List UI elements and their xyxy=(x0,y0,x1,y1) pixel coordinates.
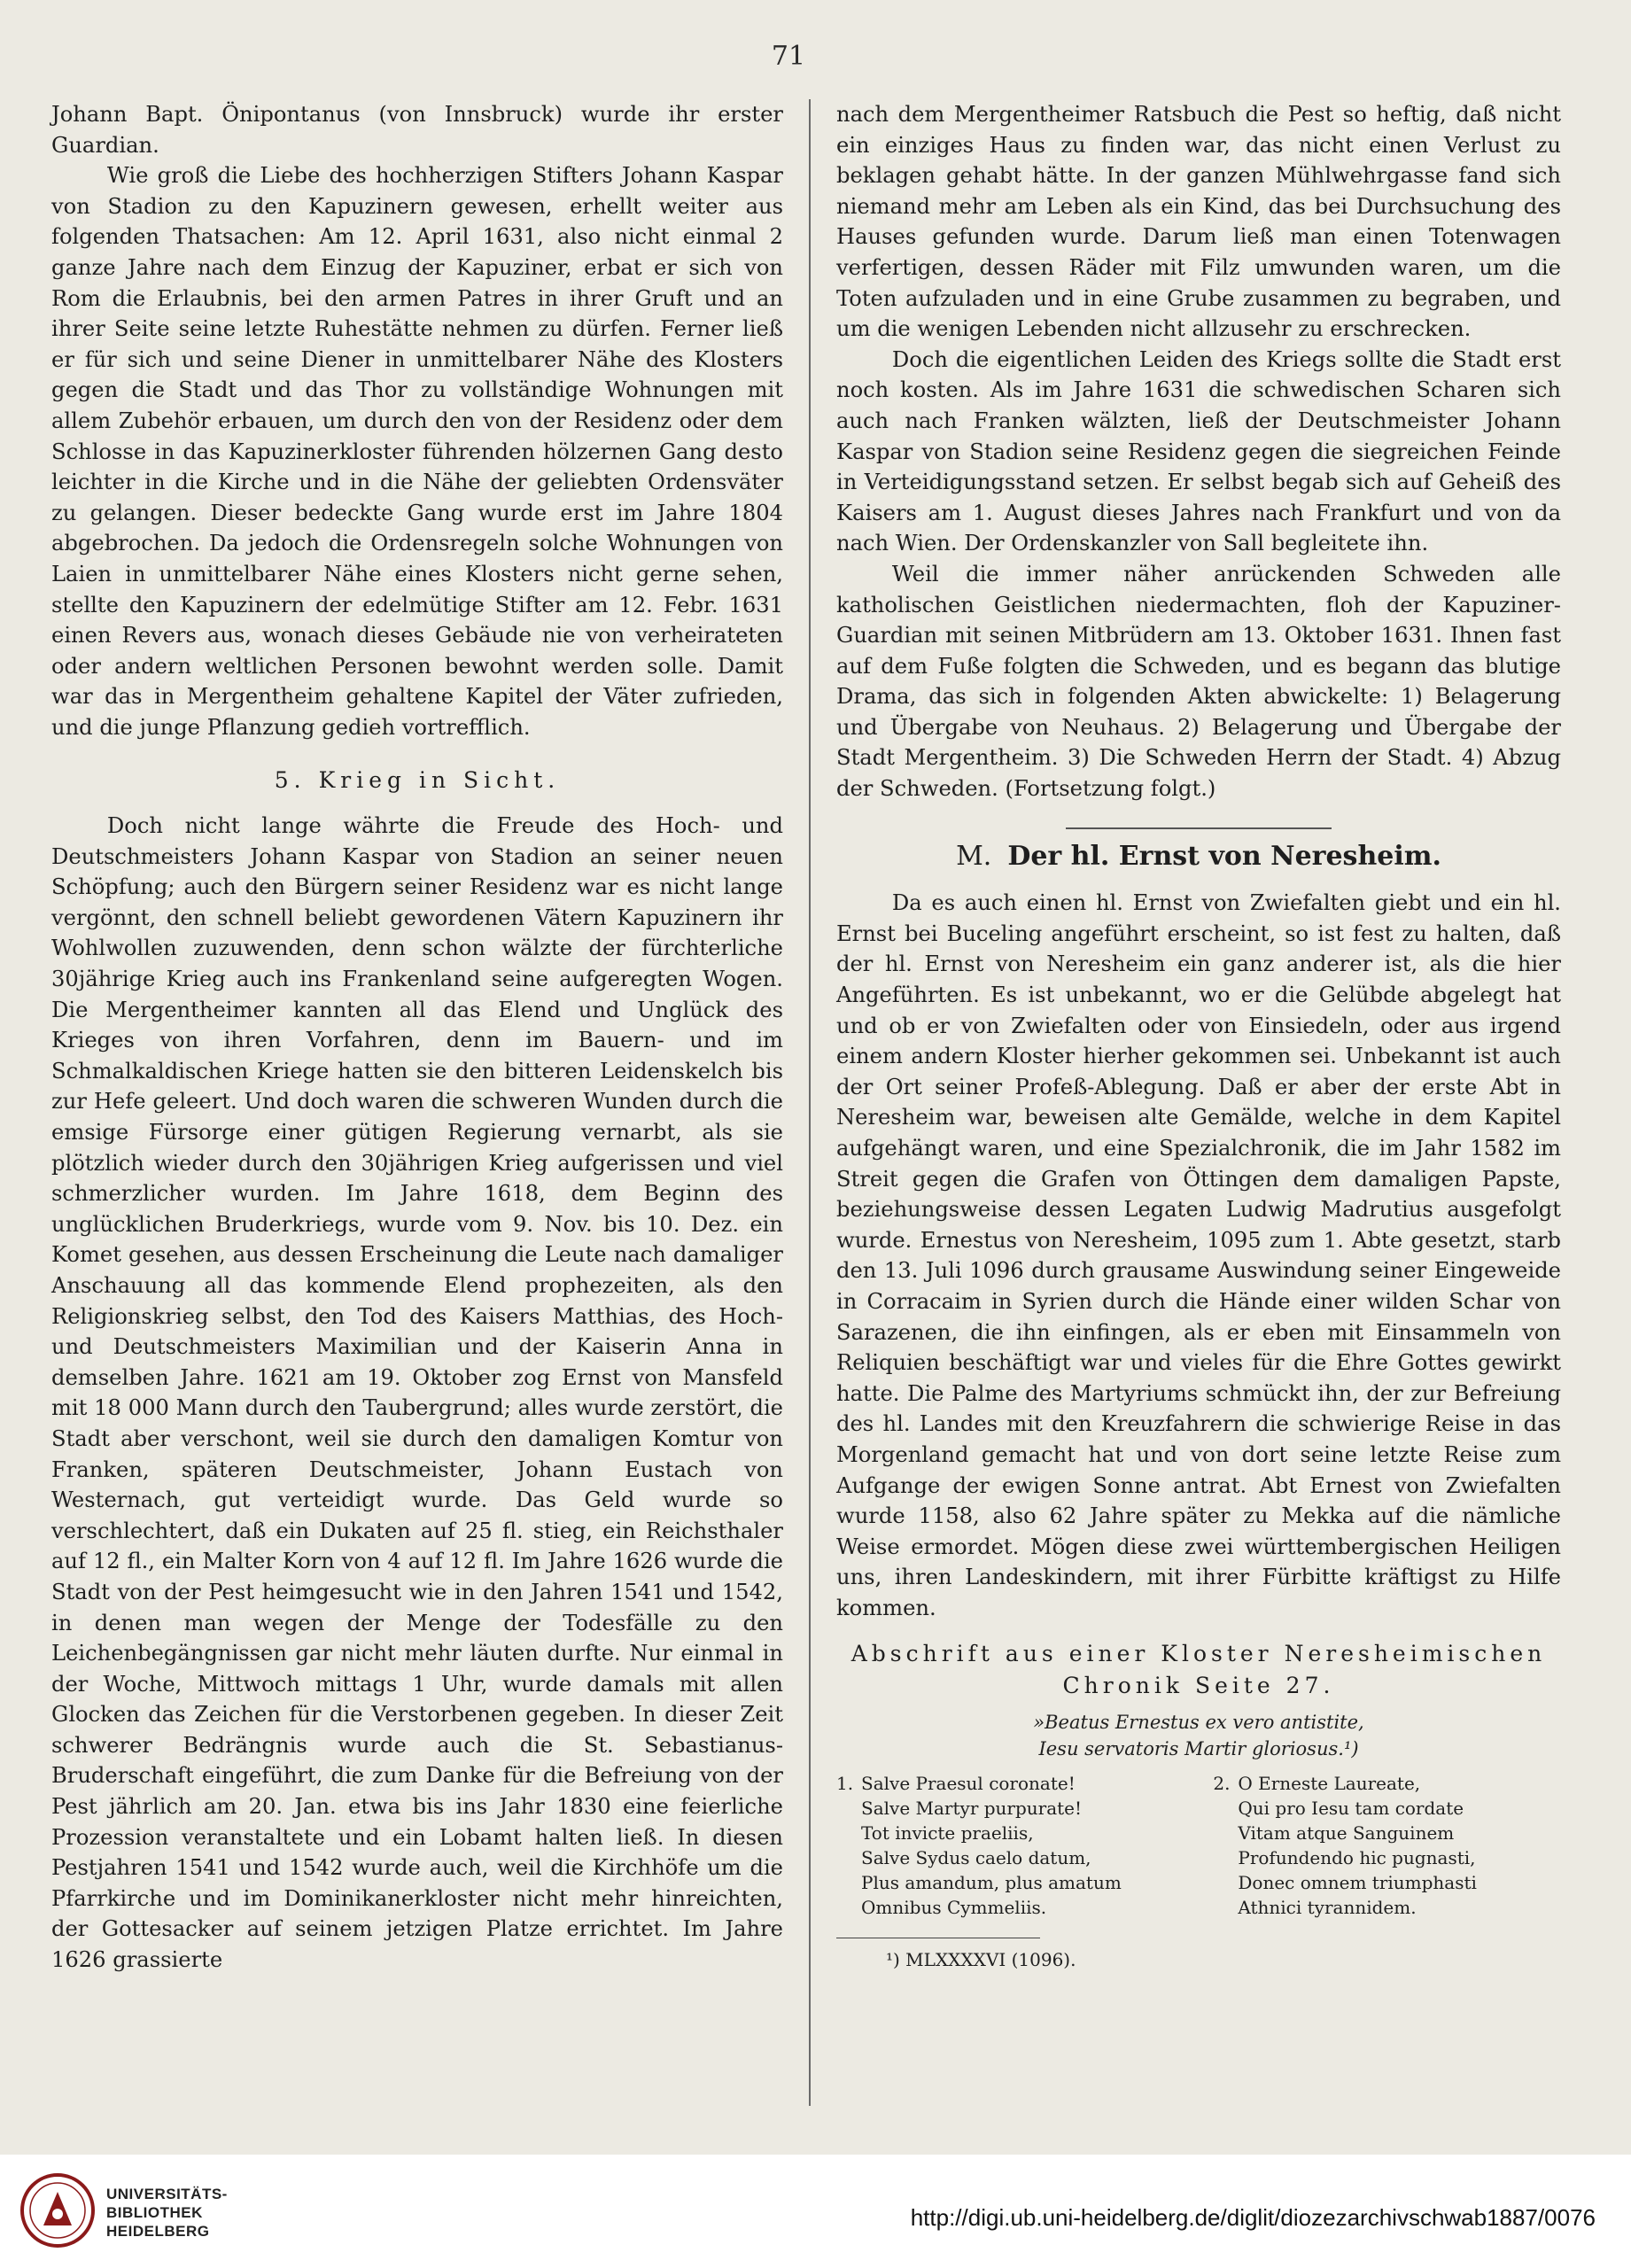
column-divider xyxy=(809,99,811,2106)
verse-line: Donec omnem triumphasti xyxy=(1238,1871,1477,1893)
verse xyxy=(836,1771,1184,1920)
paragraph: Da es auch einen hl. Ernst von Zwiefalten giebt und ein hl. Ernst bei Buceling angeführt erscheint, so ist fest zu halten, daß der hl. Ernst von Neresheim ein ganz anderer ist, als die hier Angeführten. Es ist unbekannt, wo er die Gelübde abgelegt hat und ob er von Zwiefalten oder von Einsiedeln, oder aus irgend einem andern Kloster hierher gekommen sei. Unbekannt ist auch der Ort seiner Profeß-Ablegung. Daß er aber der erste Abt in Neresheim war, beweisen alte Gemälde, welche in dem Kapitel aufgehängt waren, und eine Spezialchronik, die im Jahr 1582 im Streit gegen die Grafen von Öttingen dem damaligen Papste, beziehungsweise dessen Legaten Ludwig Madrutius ausgefolgt wurde. Ernestus von Neresheim, 1095 zum 1. Abte gesetzt, starb den 13. Juli 1096 durch grausame Auswindung seiner Eingeweide in Corracaim in Syrien durch die Hände einer wilden Schar von Sarazenen, die ihn einfingen, als er eben mit Einsammeln von Reliquien beschäftigt war und vieles für die Ehre Gottes gewirkt hatte. Die Palme des Martyriums schmückt ihn, der zur Befreiung des hl. Landes mit den Kreuzfahrern die schwierige Reise in das Morgenland gemacht hat und von dort seine letzte Reise zum Aufgange der ewigen Sonne antrat. Abt Ernest von Zwiefalten wurde 1158, also 62 Jahre später zu Mekka auf die nämliche Weise ermordet. Mögen diese zwei württembergischen Heiligen uns, ihren Landeskindern, mit ihrer Fürbitte kräftigst zu Hilfe kommen. xyxy=(836,890,1561,1620)
article-title xyxy=(836,842,1561,873)
paragraph: Weil die immer näher anrückenden Schweden alle katholischen Geistlichen niedermachten, floh der Kapuziner-Guardian mit seinen Mitbrüdern am 13. Oktober 1631. Ihnen fast auf dem Fuße folgten die Schweden, und es begann das blutige Drama, das sich in folgenden Akten abwickelte: 1) Belagerung und Übergabe von Neuhaus. 2) Belagerung und Übergabe der Stadt Mergentheim. 3) Die Schweden Herrn der Stadt. 4) Abzug der Schweden. (Fortsetzung folgt.) xyxy=(836,561,1561,802)
paragraph: Doch die eigentlichen Leiden des Kriegs sollte die Stadt erst noch kosten. Als im Jahre 1631 die schwedischen Scharen sich auch nach Franken wälzten, ließ der Deutschmeister Johann Kaspar von Stadion seine Residenz gegen die siegreichen Feinde in Verteidigungsstand setzen. Er selbst begab sich auf Geheiß des Kaisers am 1. August dieses Jahres nach Frankfurt und von da nach Wien. Der Ordenskanzler von Sall begleitete ihn. xyxy=(836,346,1561,556)
verse-number: 2. xyxy=(1213,1772,1231,1794)
verse-line: Tot invicte praeliis, xyxy=(861,1821,1034,1844)
source-url-link[interactable]: http://digi.ub.uni-heidelberg.de/diglit/diozezarchivschwab1887/0076 xyxy=(910,2204,1596,2231)
footer-bar xyxy=(0,2155,1631,2268)
verse-line: Salve Martyr purpurate! xyxy=(861,1797,1083,1819)
verse-line: Qui pro Iesu tam cordate xyxy=(1238,1797,1464,1819)
paragraph: nach dem Mergentheimer Ratsbuch die Pest so heftig, daß nicht ein einziges Haus zu finden war, das nicht einen Verlust zu beklagen gehabt hätte. In der ganzen Mühlwehrgasse fand sich niemand mehr am Leben als ein Kind, das bei Durchsuchung des Hauses gefunden wurde. Darum ließ man einen Totenwagen verfertigen, dessen Räder mit Filz umwunden waren, um die Toten aufzuladen und in eine Grube zusammen zu begraben, und um die wenigen Lebenden nicht allzusehr zu erschrecken. xyxy=(836,102,1561,342)
verse-line: Plus amandum, plus amatum xyxy=(861,1871,1122,1893)
footnote: ¹) MLXXXXVI (1096). xyxy=(886,1948,1076,1970)
section-heading: 5. Krieg in Sicht. xyxy=(274,767,561,794)
verse-line: 2. O Erneste Laureate, xyxy=(1213,1772,1421,1794)
verse xyxy=(1213,1771,1561,1920)
chronicle-title-line: Abschrift aus einer Kloster Neresheimischen xyxy=(850,1640,1547,1666)
quote-line: »Beatus Ernestus ex vero antistite, xyxy=(1033,1711,1364,1733)
university-seal-icon[interactable] xyxy=(19,2172,96,2249)
verse-line: Vitam atque Sanguinem xyxy=(1238,1821,1455,1844)
article-title-text: Der hl. Ernst von Neresheim. xyxy=(1007,840,1441,872)
page-number: 71 xyxy=(771,41,806,72)
library-logo-text: UNIVERSITÄTS- BIBLIOTHEK HEIDELBERG xyxy=(106,2186,228,2240)
left-column xyxy=(51,99,783,1976)
verse-line: Omnibus Cymmeliis. xyxy=(861,1896,1047,1918)
verse-number: 1. xyxy=(836,1772,854,1794)
right-column xyxy=(836,99,1561,1972)
chronicle-quote xyxy=(836,1709,1561,1762)
article-prefix: M. xyxy=(956,840,992,872)
paragraph: Doch nicht lange währte die Freude des Hoch- und Deutschmeisters Johann Kaspar von Stadion an seiner neuen Schöpfung; auch den Bürgern seiner Residenz war es nicht lange vergönnt, den schnell beliebt gewordenen Vätern Kapuzinern ihr Wohlwollen zuzuwenden, denn schon wälzte der fürchterliche 30jährige Krieg auch ins Frankenland seine aufgeregten Wogen. Die Mergentheimer kannten all das Elend und Unglück des Krieges von ihren Vorfahren, denn im Bauern- und im Schmalkaldischen Kriege hatten sie den bitteren Leidenskelch bis zur Hefe geleert. Und doch waren die schweren Wunden durch die emsige Fürsorge einer gütigen Regierung vernarbt, als sie plötzlich wieder durch den 30jährigen Krieg aufgerissen und viel schmerzlicher wurden. Im Jahre 1618, dem Beginn des unglücklichen Bruderkriegs, wurde vom 9. Nov. bis 10. Dez. ein Komet gesehen, aus dessen Erscheinung die Leute nach damaliger Anschauung all das kommende Elend prophezeiten, als den Religionskrieg selbst, den Tod des Kaisers Matthias, des Hoch- und Deutschmeisters Maximilian und der Kaiserin Anna in demselben Jahre. 1621 am 19. Oktober zog Ernst von Mansfeld mit 18 000 Mann durch den Taubergrund; alles wurde zerstört, die Stadt aber verschont, weil sie durch den damaligen Komtur von Franken, späteren Deutschmeister, Johann Eustach von Westernach, gut verteidigt wurde. Das Geld wurde so verschlechtert, daß ein Dukaten auf 25 fl. stieg, ein Reichsthaler auf 12 fl., ein Malter Korn von 4 auf 12 fl. Im Jahre 1626 wurde die Stadt von der Pest heimgesucht wie in den Jahren 1541 und 1542, in denen man wegen der Menge der Todesfälle zu den Leichenbegängnissen gar nicht mehr läuten durfte. Nur einmal in der Woche, Mittwoch mittags 1 Uhr, wurde damals mit allen Glocken das Zeichen für die Verstorbenen gegeben. In dieser Zeit schwerer Bedrängnis wurde auch die St. Sebastianus-Bruderschaft eingeführt, die zum Danke für die Befreiung von der Pest jährlich am 20. Jan. etwa bis ins Jahr 1830 eine feierliche Prozession veranstaltete und ein Lobamt halten ließ. In diesen Pestjahren 1541 und 1542 wurde auch, weil die Kirchhöfe um die Pfarrkirche und im Dominikanerkloster nicht mehr hinreichten, der Gottesacker auf seinem jetzigen Platze errichtet. Im Jahre 1626 grassierte xyxy=(51,813,783,1973)
quote-line: Iesu servatoris Martir gloriosus.¹) xyxy=(1038,1737,1359,1759)
verse-line: Athnici tyrannidem. xyxy=(1238,1896,1417,1918)
chronicle-title-line: Chronik Seite 27. xyxy=(1062,1672,1335,1698)
verse-line: Salve Sydus caelo datum, xyxy=(861,1846,1091,1868)
article-separator xyxy=(1066,827,1332,829)
paragraph: Wie groß die Liebe des hochherzigen Stifters Johann Kaspar von Stadion zu den Kapuzinern gewesen, erhellt weiter aus folgenden Thatsachen: Am 12. April 1631, also nicht einmal 2 ganze Jahre nach dem Einzug der Kapuziner, erbat er sich von Rom die Erlaubnis, bei den armen Patres in ihrer Gruft und an ihrer Seite seine letzte Ruhestätte nehmen zu dürfen. Ferner ließ er für sich und seine Diener in unmittelbarer Nähe des Klosters gegen die Stadt und das Thor zu vollständige Wohnungen mit allem Zubehör erbauen, um durch den von der Residenz oder dem Schlosse in das Kapuzinerkloster führenden hölzernen Gang desto leichter in die Kirche und in die Nähe der geliebten Ordensväter zu gelangen. Dieser bedeckte Gang wurde erst im Jahre 1804 abgebrochen. Da jedoch die Ordensregeln solche Wohnungen von Laien in unmittelbarer Nähe eines Klosters nicht gerne sehen, stellte den Kapuzinern der edelmütige Stifter am 12. Febr. 1631 einen Revers aus, wonach dieses Gebäude nie von verheirateten oder andern weltlichen Personen bewohnt werden solle. Damit war das in Mergentheim gehaltene Kapitel der Väter zufrieden, und die junge Pflanzung gedieh vortrefflich. xyxy=(51,163,783,740)
verse-line: 1. Salve Praesul coronate! xyxy=(836,1772,1076,1794)
verse-line: Profundendo hic pugnasti, xyxy=(1238,1846,1476,1868)
chronicle-title xyxy=(836,1638,1561,1702)
paragraph: Johann Bapt. Önipontanus (von Innsbruck) wurde ihr erster Guardian. xyxy=(51,102,783,158)
latin-verses xyxy=(836,1771,1561,1920)
